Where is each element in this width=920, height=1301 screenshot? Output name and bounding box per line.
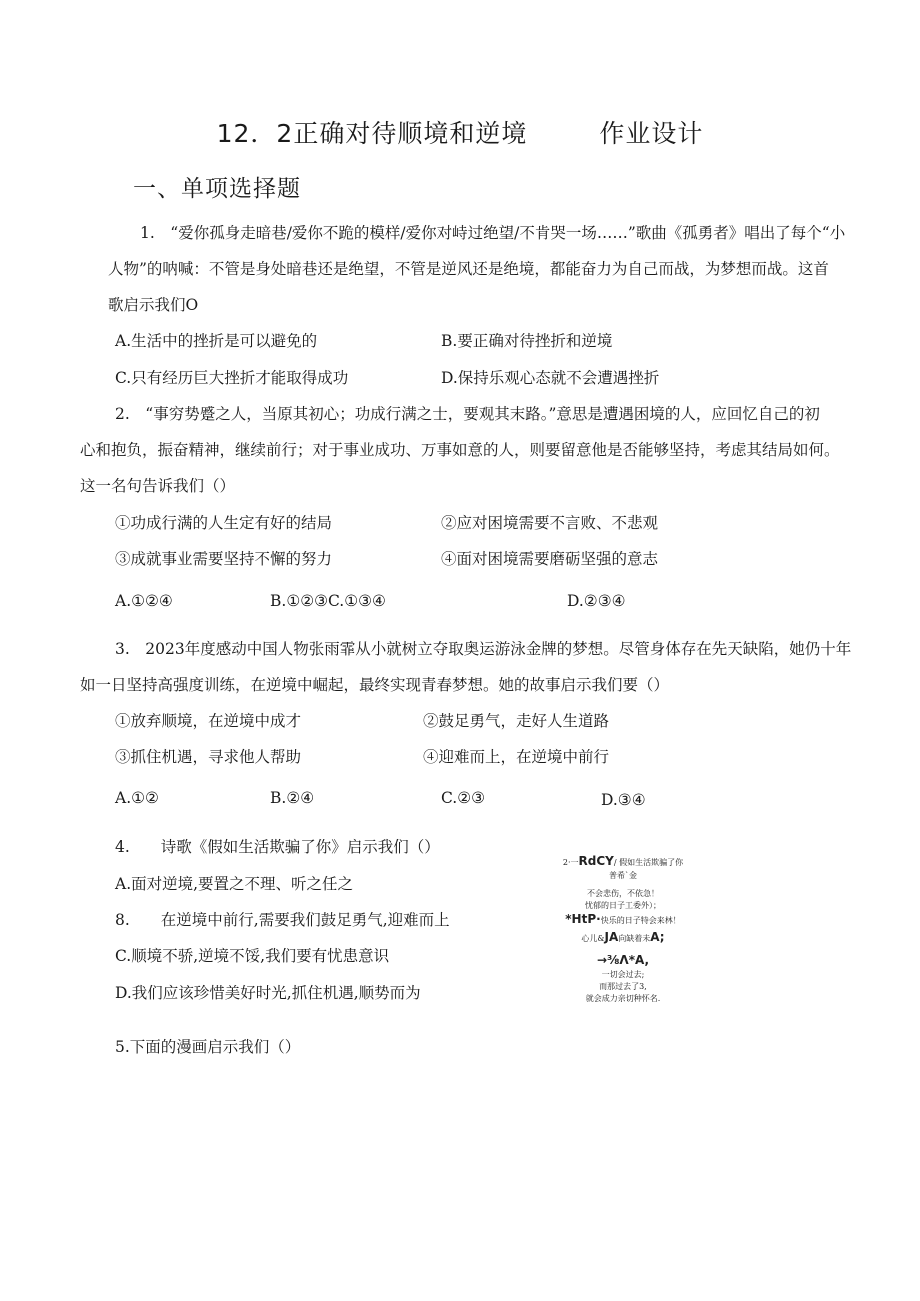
q3-stem-line1: 3. 2023年度感动中国人物张雨霏从小就树立夺取奥运游泳金牌的梦想。尽管身体存在先天缺陷，她仍十年	[115, 640, 852, 658]
q1-option-c: C.只有经历巨大挫折才能取得成功	[115, 369, 349, 387]
poem-l1b: RdCY	[578, 854, 614, 868]
poem-l1a: 2·一	[562, 858, 579, 867]
q2-stem-line2: 心和抱负，振奋精神，继续前行；对于事业成功、万事如意的人，则要留意他是否能够坚持，考虑其结局如何。	[80, 441, 840, 459]
poem-line-7: →⅜Λ*A,	[596, 952, 650, 967]
q2-statement-3: ③成就事业需要坚持不懈的努力	[115, 550, 333, 568]
q1-stem-line1: 1. “爱你孤身走暗巷/爱你不跪的模样/爱你对峙过绝望/不肯哭一场……”歌曲《孤勇者》唱出了每个“小	[140, 224, 846, 242]
page-title	[0, 114, 920, 150]
poem-line-5	[548, 911, 698, 928]
q2-stem-line1: 2. “事穷势蹙之人，当原其初心；功成行满之士，要观其末路。”意思是遭遇困境的人，应回忆自己的初	[115, 405, 820, 423]
q4-option-b: 8. 在逆境中前行,需要我们鼓足勇气,迎难而上	[115, 911, 450, 929]
section-heading: 一、单项选择题	[133, 176, 301, 202]
q3-option-a: A.①②	[115, 789, 159, 807]
title-main: 12．2正确对待顺境和逆境	[216, 119, 528, 148]
poem-line-8: 一切会过去;	[601, 970, 645, 980]
q1-stem-line2: 人物”的呐喊：不管是身处暗巷还是绝望，不管是逆风还是绝境，都能奋力为自己而战，为梦想而战。这首	[108, 260, 829, 278]
poem-line-3: 不会悲伤，不依急！	[587, 888, 659, 898]
q1-option-b: B.要正确对待挫折和逆境	[441, 332, 613, 350]
poem-image	[548, 853, 698, 1004]
q2-statement-2: ②应对困境需要不言败、不悲观	[441, 514, 659, 532]
title-tail: 作业设计	[599, 119, 704, 148]
poem-line-9: 而那过去了3,	[599, 981, 647, 991]
poem-l6d: A;	[650, 929, 665, 944]
q3-option-c: C.②③	[441, 789, 486, 807]
poem-l1c: / 假如生活欺骗了你	[613, 858, 684, 867]
q3-statement-2: ②鼓足勇气，走好人生道路	[423, 712, 610, 730]
q1-option-a: A.生活中的挫折是可以避免的	[115, 332, 318, 350]
q4-option-a: A.面对逆境,要置之不理、听之任之	[115, 875, 354, 893]
q3-statement-4: ④迎难而上，在逆境中前行	[423, 748, 610, 766]
q4-option-d: D.我们应该珍惜美好时光,抓住机遇,顺势而为	[115, 984, 421, 1002]
poem-line-1	[548, 853, 698, 870]
poem-l6a: 心儿&	[581, 933, 605, 943]
q2-statement-1: ①功成行满的人生定有好的结局	[115, 514, 333, 532]
q3-statement-3: ③抓住机遇，寻求他人帮助	[115, 748, 302, 766]
poem-l5a: *HtP·	[565, 912, 601, 927]
q1-option-d: D.保持乐观心态就不会遭遇挫折	[441, 369, 660, 387]
q3-stem-line2: 如一日坚持高强度训练，在逆境中崛起，最终实现青春梦想。她的故事启示我们要（）	[80, 676, 670, 694]
q3-option-d: D.③④	[601, 791, 646, 809]
q4-option-c: C.顺境不骄,逆境不馁,我们要有忧患意识	[115, 947, 390, 965]
poem-l6c: 向缺着未	[618, 933, 651, 943]
q2-stem-line3: 这一名句告诉我们（）	[80, 477, 236, 495]
poem-l5b: 快乐的日子特会来林！	[600, 916, 681, 926]
q2-option-d: D.②③④	[567, 592, 626, 610]
q3-option-b: B.②④	[270, 789, 315, 807]
poem-l6b: JA	[604, 929, 619, 944]
poem-line-6	[548, 929, 698, 946]
poem-line-4: 忧郁的日子工委外）；	[585, 900, 661, 910]
q2-option-bc: B.①②③C.①③④	[270, 592, 386, 610]
q1-stem-line3: 歌启示我们O	[108, 296, 199, 314]
q2-statement-4: ④面对困境需要磨砺坚强的意志	[441, 550, 659, 568]
poem-line-2: 普希`金	[609, 871, 637, 881]
q2-option-a: A.①②④	[115, 592, 173, 610]
q3-statement-1: ①放弃顺境，在逆境中成才	[115, 712, 302, 730]
poem-line-10: 就会成力亲切种怀名.	[585, 993, 661, 1003]
q5-stem: 5.下面的漫画启示我们（）	[115, 1038, 301, 1056]
q4-stem: 4. 诗歌《假如生活欺骗了你》启示我们（）	[115, 838, 440, 856]
